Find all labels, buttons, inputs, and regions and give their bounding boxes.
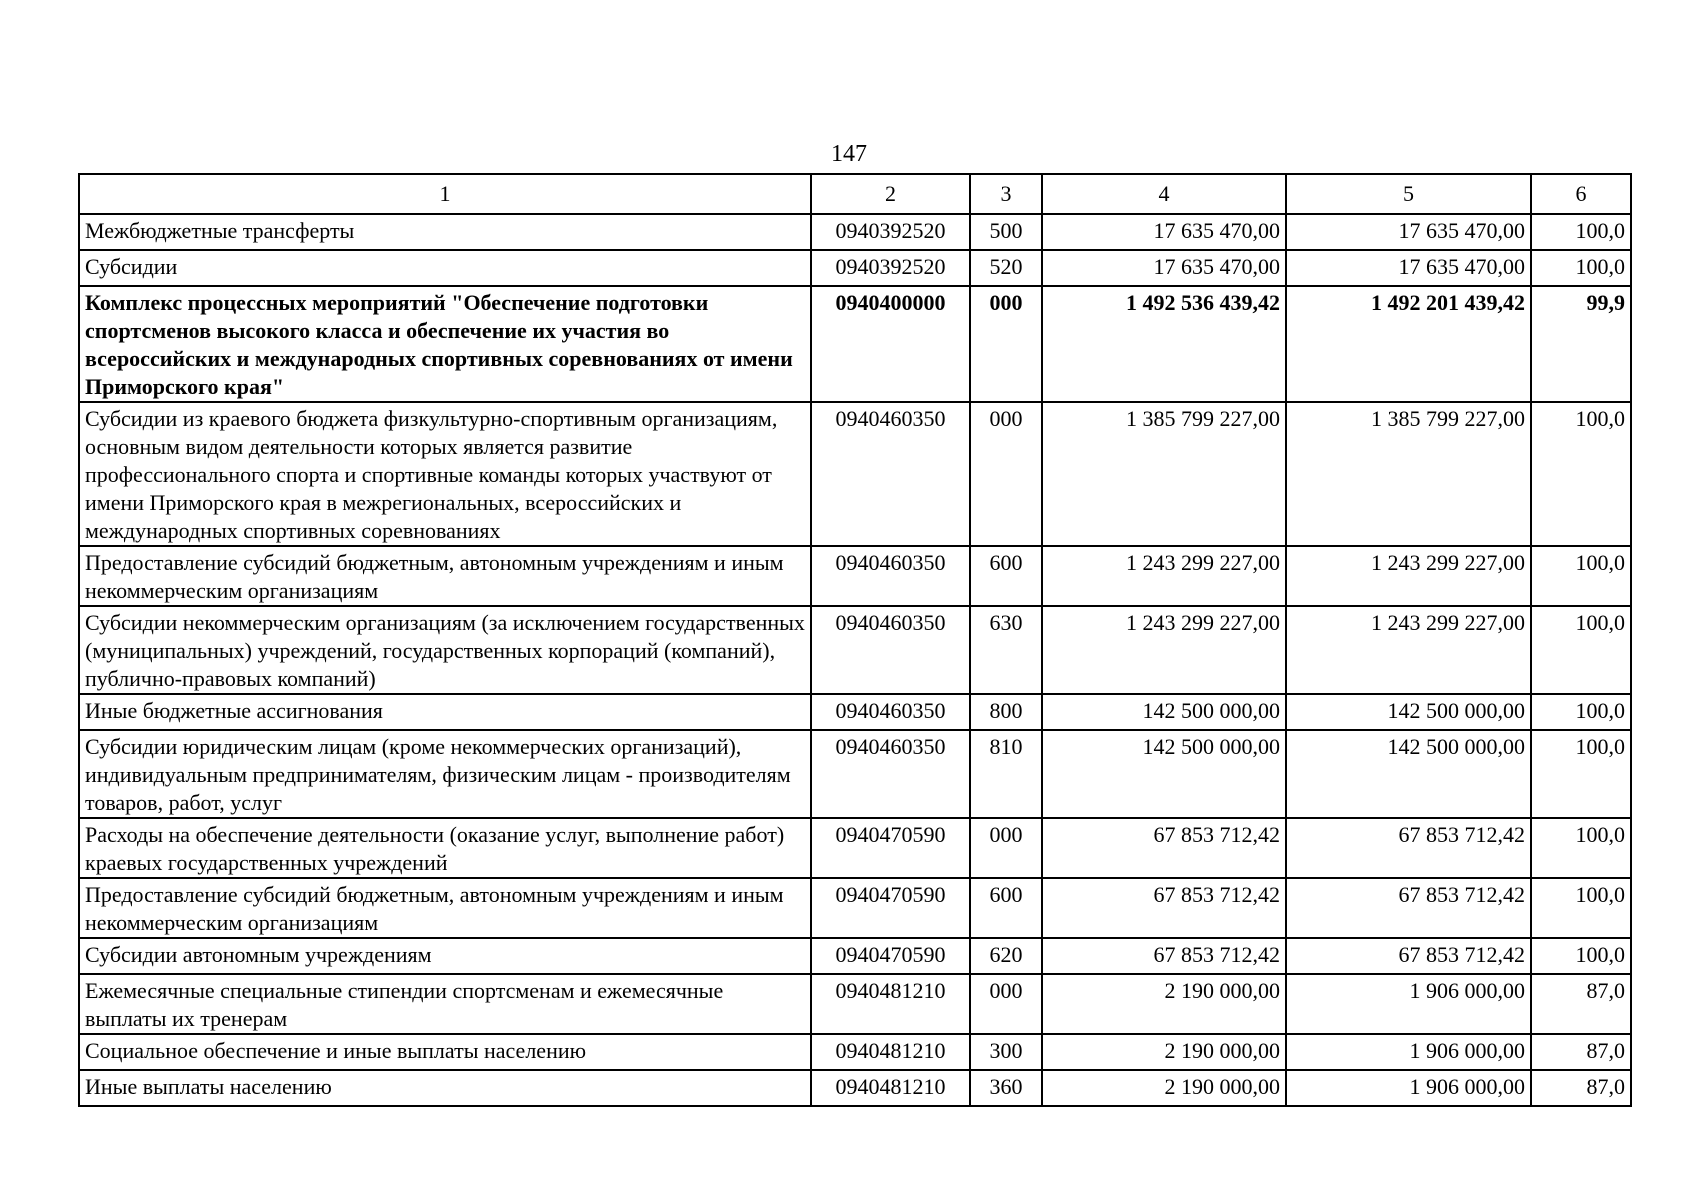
row-kind-cell: 630	[970, 606, 1042, 694]
row-fact-amount-cell: 1 906 000,00	[1286, 1070, 1531, 1106]
row-name-cell: Предоставление субсидий бюджетным, автономным учреждениям и иным некоммерческим организациям	[79, 878, 811, 938]
table-row	[79, 402, 1631, 546]
table-row	[79, 974, 1631, 1034]
row-percent-cell: 99,9	[1531, 286, 1631, 402]
row-plan-amount-cell: 67 853 712,42	[1042, 878, 1286, 938]
row-plan-amount-cell: 2 190 000,00	[1042, 974, 1286, 1034]
row-code-cell: 0940470590	[811, 938, 970, 974]
table-row	[79, 878, 1631, 938]
row-fact-amount-cell: 67 853 712,42	[1286, 818, 1531, 878]
row-percent-cell: 100,0	[1531, 546, 1631, 606]
row-plan-amount-cell: 2 190 000,00	[1042, 1034, 1286, 1070]
row-plan-amount-cell: 17 635 470,00	[1042, 250, 1286, 286]
row-percent-cell: 87,0	[1531, 1034, 1631, 1070]
row-code-cell: 0940460350	[811, 546, 970, 606]
row-kind-cell: 000	[970, 402, 1042, 546]
row-name-cell: Предоставление субсидий бюджетным, автономным учреждениям и иным некоммерческим организациям	[79, 546, 811, 606]
row-code-cell: 0940392520	[811, 250, 970, 286]
column-header-1: 1	[79, 174, 811, 214]
row-plan-amount-cell: 142 500 000,00	[1042, 730, 1286, 818]
row-percent-cell: 100,0	[1531, 878, 1631, 938]
row-code-cell: 0940460350	[811, 402, 970, 546]
row-fact-amount-cell: 142 500 000,00	[1286, 694, 1531, 730]
row-kind-cell: 500	[970, 214, 1042, 250]
row-kind-cell: 810	[970, 730, 1042, 818]
row-plan-amount-cell: 142 500 000,00	[1042, 694, 1286, 730]
table-row	[79, 250, 1631, 286]
table-row	[79, 286, 1631, 402]
row-plan-amount-cell: 67 853 712,42	[1042, 818, 1286, 878]
row-plan-amount-cell: 1 243 299 227,00	[1042, 606, 1286, 694]
table-header-row	[79, 174, 1631, 214]
table-row	[79, 1070, 1631, 1106]
table-body	[79, 174, 1631, 1106]
row-kind-cell: 600	[970, 878, 1042, 938]
row-plan-amount-cell: 67 853 712,42	[1042, 938, 1286, 974]
row-percent-cell: 87,0	[1531, 974, 1631, 1034]
row-name-cell: Субсидии	[79, 250, 811, 286]
table-row	[79, 694, 1631, 730]
row-name-cell: Иные выплаты населению	[79, 1070, 811, 1106]
row-percent-cell: 100,0	[1531, 250, 1631, 286]
row-plan-amount-cell: 1 243 299 227,00	[1042, 546, 1286, 606]
row-percent-cell: 100,0	[1531, 606, 1631, 694]
row-percent-cell: 100,0	[1531, 730, 1631, 818]
column-header-5: 5	[1286, 174, 1531, 214]
row-code-cell: 0940470590	[811, 818, 970, 878]
row-name-cell: Комплекс процессных мероприятий "Обеспечение подготовки спортсменов высокого класса и обеспечение их участия во всероссийских и международных спортивных соревнованиях от имени Приморского края"	[79, 286, 811, 402]
row-kind-cell: 300	[970, 1034, 1042, 1070]
table-row	[79, 546, 1631, 606]
row-percent-cell: 100,0	[1531, 214, 1631, 250]
row-plan-amount-cell: 2 190 000,00	[1042, 1070, 1286, 1106]
budget-table	[78, 173, 1632, 1107]
row-plan-amount-cell: 1 385 799 227,00	[1042, 402, 1286, 546]
row-plan-amount-cell: 17 635 470,00	[1042, 214, 1286, 250]
row-fact-amount-cell: 17 635 470,00	[1286, 214, 1531, 250]
row-code-cell: 0940400000	[811, 286, 970, 402]
row-kind-cell: 520	[970, 250, 1042, 286]
page-number: 147	[831, 141, 867, 167]
row-kind-cell: 000	[970, 286, 1042, 402]
row-name-cell: Межбюджетные трансферты	[79, 214, 811, 250]
row-kind-cell: 000	[970, 974, 1042, 1034]
row-name-cell: Социальное обеспечение и иные выплаты населению	[79, 1034, 811, 1070]
row-kind-cell: 620	[970, 938, 1042, 974]
row-code-cell: 0940392520	[811, 214, 970, 250]
row-code-cell: 0940481210	[811, 974, 970, 1034]
row-name-cell: Субсидии юридическим лицам (кроме некоммерческих организаций), индивидуальным предпринимателям, физическим лицам - производителям товаров, работ, услуг	[79, 730, 811, 818]
table-row	[79, 1034, 1631, 1070]
row-fact-amount-cell: 17 635 470,00	[1286, 250, 1531, 286]
column-header-2: 2	[811, 174, 970, 214]
row-kind-cell: 360	[970, 1070, 1042, 1106]
row-fact-amount-cell: 1 385 799 227,00	[1286, 402, 1531, 546]
table-row	[79, 818, 1631, 878]
row-fact-amount-cell: 142 500 000,00	[1286, 730, 1531, 818]
row-percent-cell: 100,0	[1531, 938, 1631, 974]
row-fact-amount-cell: 67 853 712,42	[1286, 878, 1531, 938]
row-kind-cell: 000	[970, 818, 1042, 878]
row-percent-cell: 100,0	[1531, 402, 1631, 546]
row-fact-amount-cell: 1 492 201 439,42	[1286, 286, 1531, 402]
row-code-cell: 0940460350	[811, 606, 970, 694]
row-fact-amount-cell: 1 906 000,00	[1286, 1034, 1531, 1070]
column-header-3: 3	[970, 174, 1042, 214]
row-fact-amount-cell: 67 853 712,42	[1286, 938, 1531, 974]
column-header-4: 4	[1042, 174, 1286, 214]
table-row	[79, 938, 1631, 974]
table-row	[79, 214, 1631, 250]
table-row	[79, 730, 1631, 818]
row-name-cell: Расходы на обеспечение деятельности (оказание услуг, выполнение работ) краевых государственных учреждений	[79, 818, 811, 878]
row-percent-cell: 87,0	[1531, 1070, 1631, 1106]
row-name-cell: Субсидии из краевого бюджета физкультурно-спортивным организациям, основным видом деятельности которых является развитие профессионального спорта и спортивные команды которых участвуют от имени Приморского края в межрегиональных, всероссийских и международных спортивных соревнованиях	[79, 402, 811, 546]
row-name-cell: Иные бюджетные ассигнования	[79, 694, 811, 730]
row-code-cell: 0940470590	[811, 878, 970, 938]
row-kind-cell: 600	[970, 546, 1042, 606]
row-code-cell: 0940481210	[811, 1070, 970, 1106]
row-name-cell: Субсидии некоммерческим организациям (за исключением государственных (муниципальных) учреждений, государственных корпораций (компаний), публично-правовых компаний)	[79, 606, 811, 694]
row-kind-cell: 800	[970, 694, 1042, 730]
row-percent-cell: 100,0	[1531, 694, 1631, 730]
row-code-cell: 0940481210	[811, 1034, 970, 1070]
row-code-cell: 0940460350	[811, 694, 970, 730]
row-name-cell: Субсидии автономным учреждениям	[79, 938, 811, 974]
row-plan-amount-cell: 1 492 536 439,42	[1042, 286, 1286, 402]
row-fact-amount-cell: 1 906 000,00	[1286, 974, 1531, 1034]
row-fact-amount-cell: 1 243 299 227,00	[1286, 546, 1531, 606]
table-row	[79, 606, 1631, 694]
row-code-cell: 0940460350	[811, 730, 970, 818]
row-name-cell: Ежемесячные специальные стипендии спортсменам и ежемесячные выплаты их тренерам	[79, 974, 811, 1034]
row-percent-cell: 100,0	[1531, 818, 1631, 878]
column-header-6: 6	[1531, 174, 1631, 214]
row-fact-amount-cell: 1 243 299 227,00	[1286, 606, 1531, 694]
